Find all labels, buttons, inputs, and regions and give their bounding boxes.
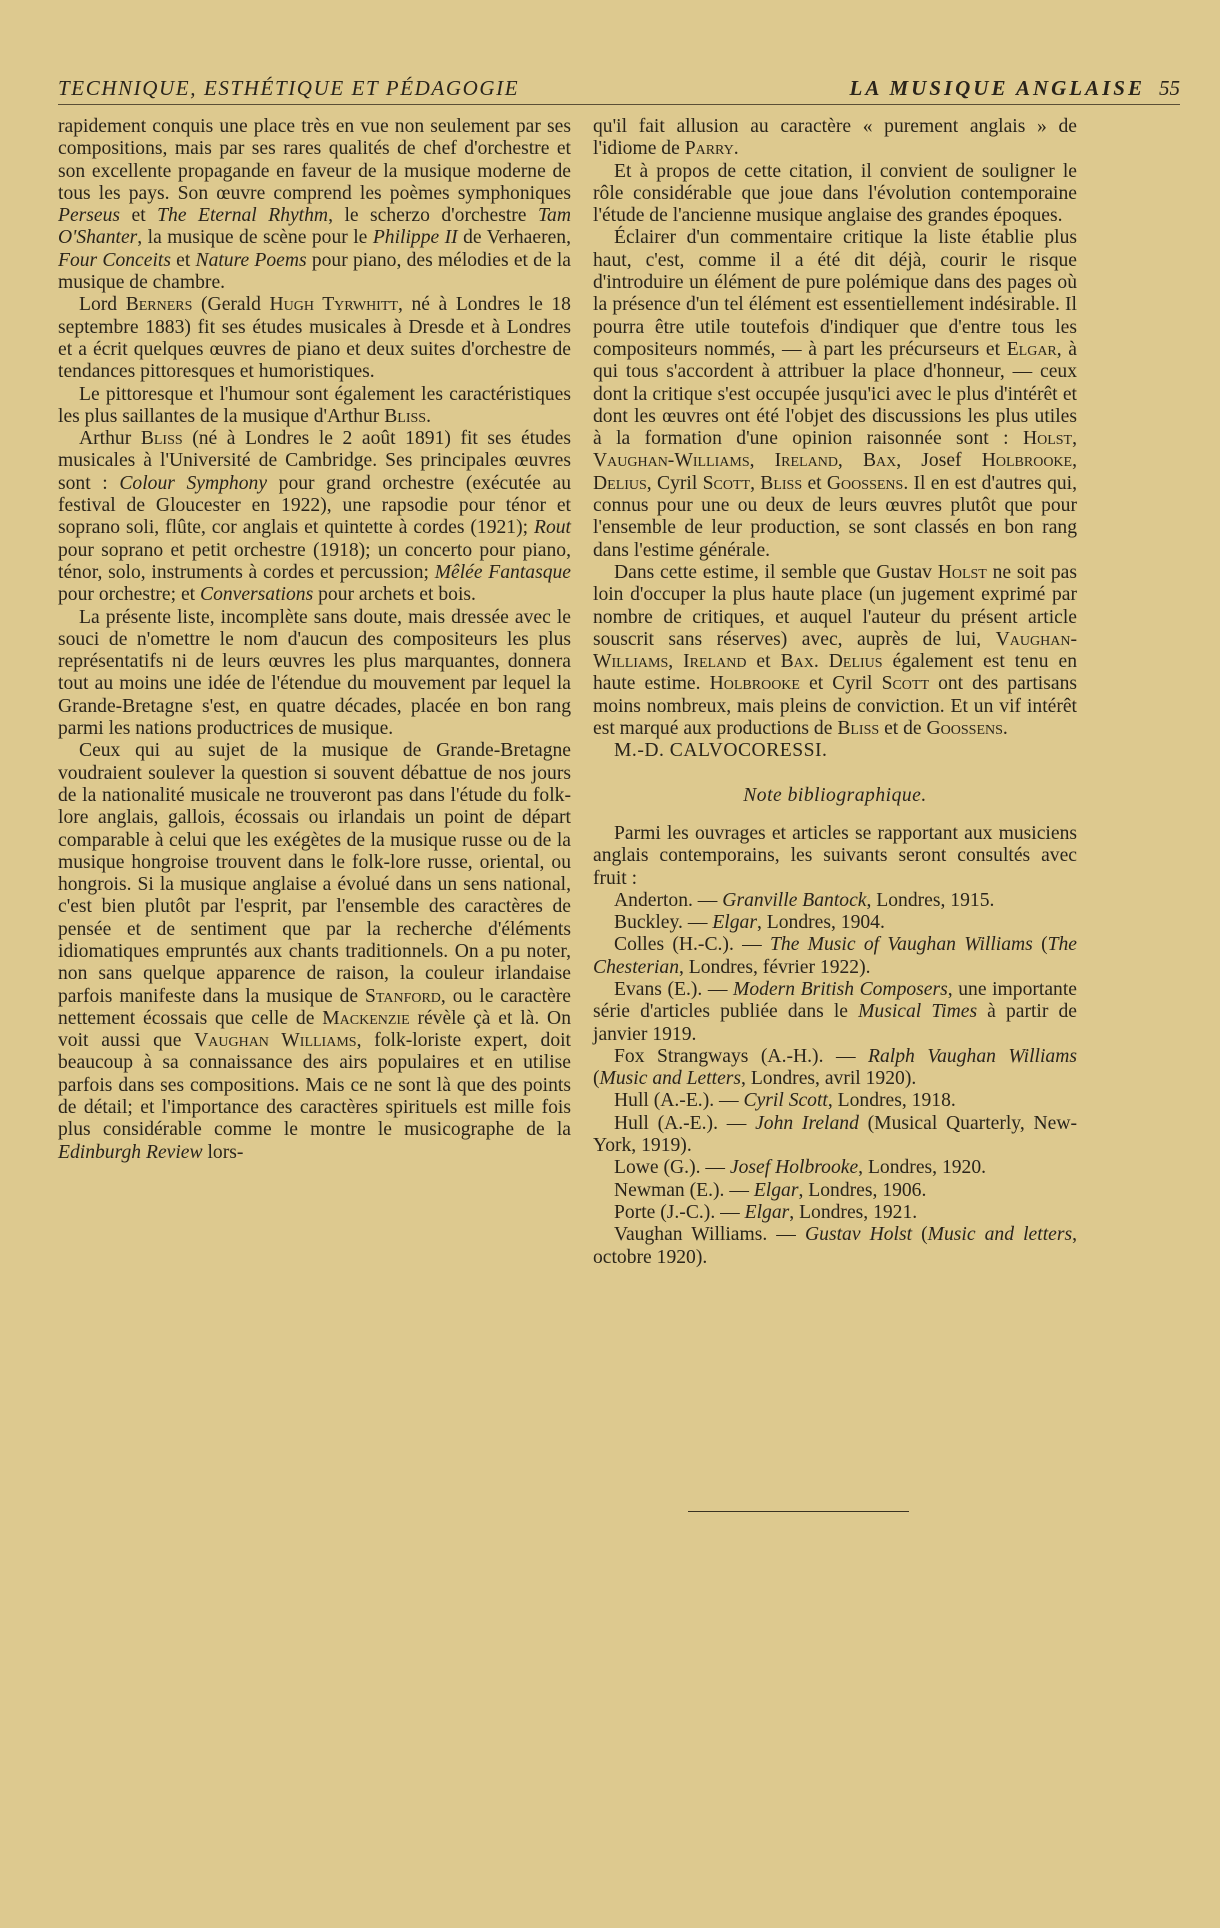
header-rule <box>58 104 1180 105</box>
bib-text: à partir de janvier 1919. <box>593 1001 1077 1045</box>
composer-name: Holbrooke, Delius, <box>593 450 1077 494</box>
text: , ou le caractère nettement écossais que celle de <box>58 985 571 1029</box>
composer-name: Parry <box>684 138 734 160</box>
paragraph <box>58 428 571 606</box>
header-article-title-text: LA MUSIQUE ANGLAISE <box>849 76 1145 100</box>
text: Le pittoresque et l'humour sont également les caractéristiques les plus saillantes de la musique d'Arthur <box>58 383 571 427</box>
bib-title: Ralph Vaughan Williams <box>868 1045 1077 1067</box>
bib-author: Newman (E.). — <box>614 1179 754 1201</box>
bib-text: ( <box>1032 934 1048 956</box>
text: et de <box>879 718 927 740</box>
bib-title: Music and letters <box>927 1224 1073 1246</box>
bib-author: Anderton. — <box>614 889 723 911</box>
bib-text: , Londres, 1915. <box>866 889 995 911</box>
bib-text: ( <box>593 1068 600 1090</box>
work-title: Perseus <box>58 205 121 227</box>
composer-name: Mackenzie <box>322 1007 410 1029</box>
text: Cyril <box>651 472 703 494</box>
text: ont des partisans moins nombreux, mais pleins de conviction. Et un vif intérêt est marqué aux productions de <box>593 673 1077 740</box>
work-title: Mêlée Fantasque <box>434 561 571 583</box>
text: et <box>746 651 781 673</box>
text: . <box>813 651 829 673</box>
text: . <box>733 138 739 160</box>
composer-name: Holst <box>937 561 987 583</box>
composer-name: Bliss <box>384 405 427 427</box>
text: Josef <box>901 450 982 472</box>
bib-title: Elgar <box>712 912 757 934</box>
running-header <box>58 76 1180 106</box>
paragraph <box>593 562 1077 740</box>
bib-text: (Musical Quarterly, New-York, 1919). <box>593 1112 1077 1157</box>
text: Lord <box>79 294 126 316</box>
bib-title: Gustav Holst <box>805 1224 913 1246</box>
text: pour orchestre; et <box>58 584 200 606</box>
bibliography-entry <box>593 1224 1077 1269</box>
paragraph <box>593 116 1077 161</box>
composer-name: Bax <box>780 651 814 673</box>
work-title: Conversations <box>200 584 314 606</box>
composer-name: Elgar <box>1006 338 1057 360</box>
text: Arthur <box>79 428 141 450</box>
text: pour piano, des mélodies et de la musique de chambre. <box>58 249 571 294</box>
text: Dans cette estime, il semble que Gustav <box>614 561 938 583</box>
work-title: Four Conceits <box>58 249 171 271</box>
text: révèle çà et là. On voit aussi que <box>58 1007 571 1052</box>
bib-text: , Londres, 1906. <box>798 1179 927 1201</box>
text: de Verhaeren, <box>457 227 571 249</box>
composer-name: Stanford <box>365 985 441 1007</box>
left-column <box>58 116 571 1164</box>
bib-title: Elgar <box>744 1201 790 1223</box>
bib-text: , une importante série d'articles publiée dans le <box>593 978 1077 1023</box>
work-title: Philippe II <box>372 227 458 249</box>
bib-author: Buckley. — <box>614 912 713 934</box>
text: ne soit pas loin d'occuper la plus haute place (un jugement exprimé par nombre de critiques, et auquel l'auteur du présent article souscrit sans réserves) avec, auprès de lui, <box>593 561 1077 650</box>
composer-name: Scott <box>881 673 930 695</box>
paragraph <box>593 227 1077 561</box>
text: (né à Londres le 2 août 1891) fit ses études musicales à l'Université de Cambridge. Ses principales œuvres sont : <box>58 428 571 494</box>
work-title: Tam O'Shanter <box>58 205 571 249</box>
bib-text: , Londres, 1920. <box>858 1157 987 1179</box>
note-title: Note bibliographique. <box>743 784 927 806</box>
text: , le scherzo d'orchestre <box>328 205 538 227</box>
bibliography-entry <box>593 890 1077 912</box>
text: et Cyril <box>799 673 882 695</box>
bib-title: Granville Bantock <box>722 889 867 911</box>
paragraph <box>58 116 571 294</box>
bibliography-entry <box>593 979 1077 1046</box>
bib-title: Modern British Composers <box>733 978 948 1000</box>
composer-name: Berners <box>125 294 193 316</box>
bib-author: Vaughan Williams. — <box>614 1224 805 1246</box>
text: . Il en est d'autres qui, connus pour une ou deux de leurs œuvres plutôt que pour l'ensemble de leur production, se sont classés en bon rang dans l'estime générale. <box>593 472 1078 561</box>
bib-text: ( <box>912 1224 928 1246</box>
work-title: Nature Poems <box>195 249 307 271</box>
text: , né à Londres le 18 septembre 1883) fit ses études musicales à Dresde et à Londres et a écrit quelques œuvres de piano et deux suites d'orchestre de tendances pittoresques et humoristiques. <box>58 294 571 383</box>
composer-name: Scott, Bliss <box>702 472 803 494</box>
work-title: The Eternal Rhythm <box>157 205 329 227</box>
header-article-title <box>850 76 1180 101</box>
paragraph: Et à propos de cette citation, il convient de souligner le rôle considérable que joue dans l'évolution contemporaine l'étude de l'ancienne musique anglaise des grandes époques. <box>593 160 1077 227</box>
text: et <box>120 205 158 227</box>
paragraph <box>58 740 571 1164</box>
bibliography-entry <box>593 1202 1077 1224</box>
bibliography-entry <box>593 1090 1077 1112</box>
text: , folk-loriste expert, doit beaucoup à sa connaissance des airs populaires et en utilise parfois dans ses compositions. Mais ce ne sont là que des points de détail; et l'importance des caractères spirituels est mille fois plus considérable comme le montre le musicographe de la <box>58 1030 572 1141</box>
header-section-title: TECHNIQUE, ESTHÉTIQUE ET PÉDAGOGIE <box>58 76 520 100</box>
text: et <box>170 249 196 271</box>
composer-name: Goossens <box>926 718 1003 740</box>
text: rapidement conquis une place très en vue non seulement par ses compositions, mais par ses rares qualités de chef d'orchestre et son excellente propagande en faveur de la musique moderne de tous les pays. Son œuvre comprend les poèmes symphoniques <box>58 116 571 204</box>
text: qu'il fait allusion au caractère « purement anglais » de l'idiome de <box>593 116 1077 160</box>
composer-name: Vaughan-Williams, Ireland <box>593 628 1077 673</box>
bib-title: The Music of Vaughan Williams <box>770 934 1033 956</box>
bib-text: , Londres, 1918. <box>827 1090 956 1112</box>
right-column <box>593 116 1077 1269</box>
bibliography-entry <box>593 912 1077 934</box>
composer-name: Goossens <box>826 472 904 494</box>
text: pour archets et bois. <box>313 584 476 606</box>
bib-text: , Londres, février 1922). <box>679 956 871 978</box>
bibliography-intro: Parmi les ouvrages et articles se rapportant aux musiciens anglais contemporains, les suivants seront consultés avec fruit : <box>593 822 1077 889</box>
bib-text: , Londres, 1904. <box>756 912 885 934</box>
bibliography-entry <box>593 1046 1077 1091</box>
bib-author: Hull (A.-E.). — <box>614 1090 744 1112</box>
composer-name: Holst, Vaughan-Williams, Ireland, Bax, <box>593 428 1077 472</box>
text: , à qui tous s'accordent à attribuer la place d'honneur, — ceux dont la critique s'est occupée jusqu'ici avec le plus d'intérêt et dont les œuvres ont été l'objet des discussions les plus utiles à la formation d'une opinion raisonnée sont : <box>593 338 1077 450</box>
bibliography-entry <box>593 1180 1077 1202</box>
bib-title: John Ireland <box>755 1112 859 1134</box>
text: pour grand orchestre (exécutée au festival de Gloucester en 1922), une rapsodie pour ténor et soprano soli, flûte, cor anglais et quintette à cordes (1921); <box>58 472 571 539</box>
work-title: Colour Symphony <box>119 472 268 494</box>
bib-title: Music and Letters <box>599 1068 742 1090</box>
text: (Gerald <box>192 294 270 316</box>
work-title: Edinburgh Review <box>58 1141 203 1163</box>
paragraph <box>58 294 571 383</box>
text: . <box>426 405 431 427</box>
bib-author: Porte (J.-C.). — <box>614 1201 745 1223</box>
composer-name: Bliss <box>837 718 880 740</box>
bib-author: Evans (E.). — <box>614 978 734 1000</box>
bib-text: , octobre 1920). <box>593 1224 1077 1268</box>
bibliography-entry <box>593 1113 1077 1158</box>
bib-text: , Londres, 1921. <box>789 1201 918 1223</box>
work-title: Rout <box>533 517 571 539</box>
page-number: 55 <box>1159 76 1180 100</box>
bib-author: Hull (A.-E.). — <box>614 1112 756 1134</box>
bib-author: Lowe (G.). — <box>614 1157 730 1179</box>
text: Éclairer d'un commentaire critique la liste établie plus haut, c'est, comme il a été dit déjà, courir le risque d'introduire un élément de pure polémique dans des pages où la présence d'un tel élément est essentiellement indésirable. Il pourra être utile toutefois d'indiquer que d'entre tous les compositeurs nommés, — à part les précurseurs et <box>593 227 1077 360</box>
bibliography <box>593 823 1077 1269</box>
composer-name: Holbrooke <box>709 673 800 695</box>
end-rule <box>688 1511 909 1512</box>
composer-name: Delius <box>828 651 883 673</box>
text: lors- <box>202 1141 244 1163</box>
author-signature: M.-D. CALVOCORESSI. <box>614 740 828 762</box>
paragraph <box>58 384 571 429</box>
paragraph: La présente liste, incomplète sans doute, mais dressée avec le souci de n'omettre le nom d'aucun des compositeurs les plus représentatifs ni de leurs œuvres les plus marquantes, donnera tout au moins une idée de l'étendue du mouvement par lequel la Grande-Bretagne s'est, en quatre décades, placée en bon rang parmi les nations productrices de musique. <box>58 606 571 740</box>
composer-name: Hugh Tyrwhitt <box>269 294 398 316</box>
bib-title: Musical Times <box>858 1001 978 1023</box>
bib-title: The Chesterian <box>593 934 1077 978</box>
bib-text: , Londres, avril 1920). <box>741 1068 917 1090</box>
text: . <box>1002 718 1008 740</box>
bibliography-list <box>593 890 1077 1269</box>
text: et <box>802 472 827 494</box>
bib-author: Fox Strangways (A.-H.). — <box>614 1045 869 1067</box>
bib-title: Cyril Scott <box>743 1090 828 1112</box>
text: également est tenu en haute estime. <box>593 651 1077 695</box>
bib-title: Elgar <box>753 1179 799 1201</box>
bibliography-entry <box>593 934 1077 979</box>
text: pour soprano et petit orchestre (1918); un concerto pour piano, ténor, solo, instruments à cordes et percussion; <box>58 539 571 583</box>
bib-title: Josef Holbrooke <box>729 1157 859 1179</box>
bibliography-entry <box>593 1157 1077 1179</box>
composer-name: Vaughan Williams <box>194 1030 357 1052</box>
composer-name: Bliss <box>140 428 183 450</box>
text: Ceux qui au sujet de la musique de Grande-Bretagne voudraient soulever la question si souvent débattue de nos jours de la nationalité musicale ne trouveront pas dans l'étude du folk-lore anglais, gallois, écossais ou irlandais un point de départ comparable à celui que les exégètes de la musique russe ou de la musique hongroise trouvent dans le folk-lore russe, oriental, ou hongrois. Si la musique anglaise a évolué dans un sens national, c'est bien plutôt par l'esprit, par l'ensemble des caractères de pensée et de sentiment que par la recherche d'éléments idiomatiques empruntés aux chants traditionnels. On a pu noter, non sans quelque apparence de raison, la couleur irlandaise parfois manifeste dans la musique de <box>58 740 571 1007</box>
bib-author: Colles (H.-C.). — <box>614 934 770 956</box>
text: , la musique de scène pour le <box>137 227 373 249</box>
